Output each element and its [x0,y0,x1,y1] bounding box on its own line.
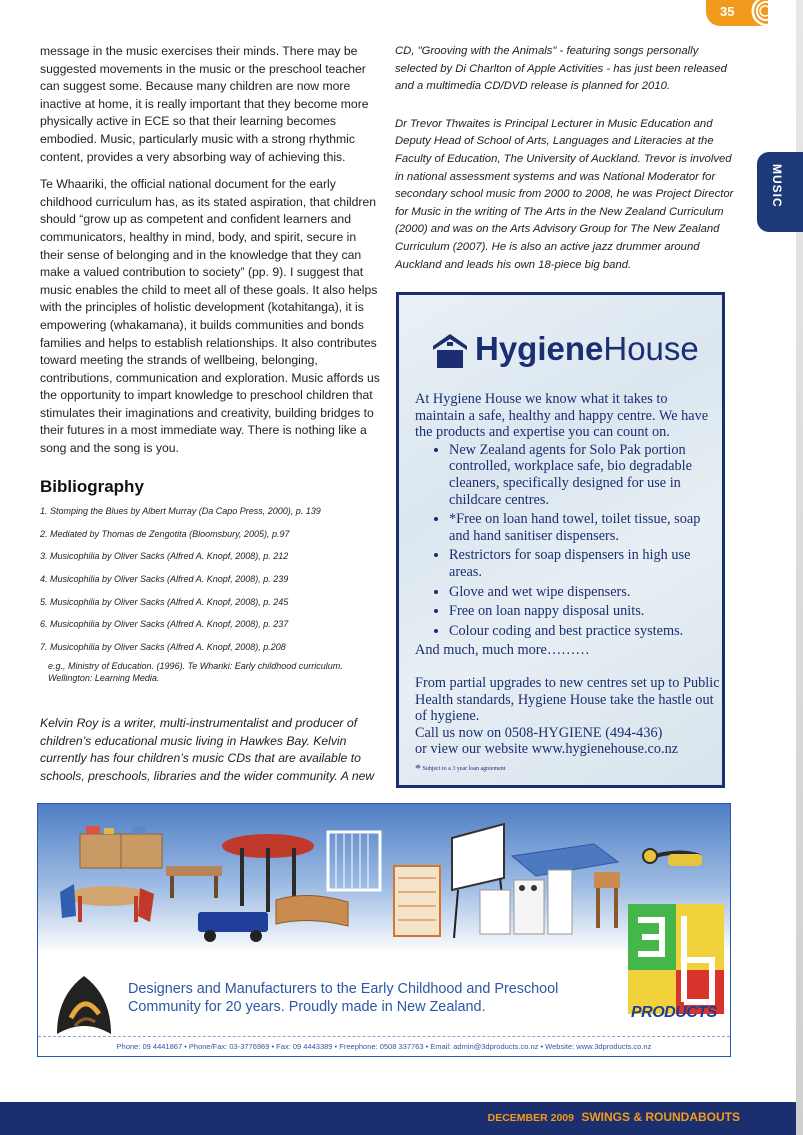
bibliography-item: 4. Musicophilia by Oliver Sacks (Alfred A. Knopf, 2008), p. 239 [40,574,289,585]
right-column [395,43,743,294]
3d-products-logo-icon [53,974,115,1038]
house-icon [429,328,471,370]
hygiene-house-wordmark: HygieneHouse [475,330,699,367]
bibliography-item: 3. Musicophilia by Oliver Sacks (Alfred A. Knopf, 2008), p. 212 [40,551,289,562]
advert-feature: • Colour coding and best practice systems. [449,623,720,640]
author-bio-continued: CD, "Grooving with the Animals" - featuring songs personally selected by Di Charlton of Apple Activities - has just been released and a multimedia CD/DVD release is planned for 2010. [395,45,727,93]
advert-contact-line: Phone: 09 4441867 • Phone/Fax: 03-3776969 • Fax: 09 4443389 • Freephone: 0508 337763 • Email: admin@3dproducts.co.nz • Website: www.3dproducts.co.nz [38,1036,730,1051]
advert-intro: At Hygiene House we know what it takes to maintain a safe, healthy and happy centre. We have the products and expertise you can count on. [415,391,709,441]
page-number-tab [706,0,768,26]
3d-products-advert [37,803,731,1057]
hygiene-house-advert [396,292,725,788]
magazine-title: SWINGS & ROUNDABOUTS [581,1110,740,1124]
section-tab [757,152,803,232]
section-tab-label: MUSIC [770,164,784,208]
advert-more: And much, much more……… [415,642,590,659]
footer-date: DECEMBER 2009 [487,1112,574,1124]
advert-phone: Call us now on 0508-HYGIENE (494-436) [415,724,663,741]
author-bio: Kelvin Roy is a writer, multi-instrumentalist and producer of children’s educational music living in Hawkes Bay. Kelvin currently has four children’s music CDs that are available to schools, preschools, libraries and the wider community. A new [40,716,375,783]
bibliography-item: 1. Stomping the Blues by Albert Murray (Da Capo Press, 2000), p. 139 [40,506,321,517]
advert-feature: • Free on loan nappy disposal units. [449,603,720,620]
furniture-product-photo [38,804,730,954]
advert-feature: • *Free on loan hand towel, toilet tissue, soap and hand sanitiser dispensers. [449,511,720,544]
advert-feature: • New Zealand agents for Solo Pak portion controlled, workplace safe, bio degradable cleaners, specifically designed for use in childcare centres. [449,442,720,508]
advert-feature-list [415,442,720,640]
bibliography-heading: Bibliography [40,476,144,496]
hygiene-house-copy [415,391,720,758]
page-footer [0,1102,796,1135]
advert-footnote: * Subject to a 3 year loan agreement [415,761,506,775]
advert-feature: • Glove and wet wipe dispensers. [449,584,720,601]
page-number: 35 [720,4,735,19]
bibliography-item: 2. Mediated by Thomas de Zengotita (Bloomsbury, 2005), p.97 [40,528,290,539]
left-column [40,43,380,684]
bibliography-item: 5. Musicophilia by Oliver Sacks (Alfred A. Knopf, 2008), p. 245 [40,596,289,607]
advert-tagline: Designers and Manufacturers to the Early Childhood and Preschool Community for 20 years. Proudly made in New Zealand. [128,981,559,1016]
author-bio: Dr Trevor Thwaites is Principal Lecturer in Music Education and Deputy Head of School of Arts, Languages and Literacies at the Faculty of Education, The University of Auckland. Trevor is involved in national assessment systems and was National Moderator for secondary school music from 2000 to 2008, he was Project Director for Music in the writing of The Arts in the New Zealand Curriculum (2000) and was on the Arts Advisory Group for The New Zealand Curriculum (2007). He is also an active jazz drummer around Auckland and leads his own 18-piece big band. [395,117,734,271]
advert-closing: From partial upgrades to new centres set up to Public Health standards, Hygiene House take the hastle out of hygiene. [415,674,720,725]
swirl-logo-icon [744,0,778,28]
advert-website: or view our website www.hygienehouse.co.nz [415,741,679,758]
body-paragraph: message in the music exercises their minds. There may be suggested movements in the music or the preschool teacher can suggest some. Because many children are now more inactive at home, it is really important that they become more physically active in ECE so that their learning becomes embodied. Music, particularly music with a strong rhythmic content, provides a very absorbing way of achieving this. [40,44,369,164]
body-paragraph: Te Whaariki, the official national document for the early childhood curriculum has, as its stated aspiration, that children should “grow up as competent and confident learners and communicators, healthy in mind, body, and spirit, secure in their sense of belonging and in the knowledge that they can make a valued contribution to society” (pp. 9). I suggest that music enables the child to meet all of these goals. It also helps with the principles of holistic development (kotahitanga), it is empowering (whakamana), it builds communities and bonds families and helps to establish relationships. It also contributes toward meeting the strands of wellbeing, belonging, contributions, communication and exploration. Music affords us the opportunity to impart knowledge to preschool children that stimulates their imaginations and creativity, building bridges to their futures in a most immediate way. There is nothing like a song and the song is you. [40,177,380,456]
bibliography-reference: e.g., Ministry of Education. (1996). Te Whariki: Early childhood curriculum. Wellington: Learning Media. [48,661,343,684]
hygiene-house-logo [429,323,699,375]
bibliography-item: 6. Musicophilia by Oliver Sacks (Alfred A. Knopf, 2008), p. 237 [40,619,289,630]
bibliography-list [40,505,380,653]
advert-feature: • Restrictors for soap dispensers in high use areas. [449,547,720,580]
3d-products-brand-label: PRODUCTS [631,1004,717,1021]
bibliography-item: 7. Musicophilia by Oliver Sacks (Alfred A. Knopf, 2008), p.208 [40,641,286,652]
footer-text [488,1110,740,1124]
